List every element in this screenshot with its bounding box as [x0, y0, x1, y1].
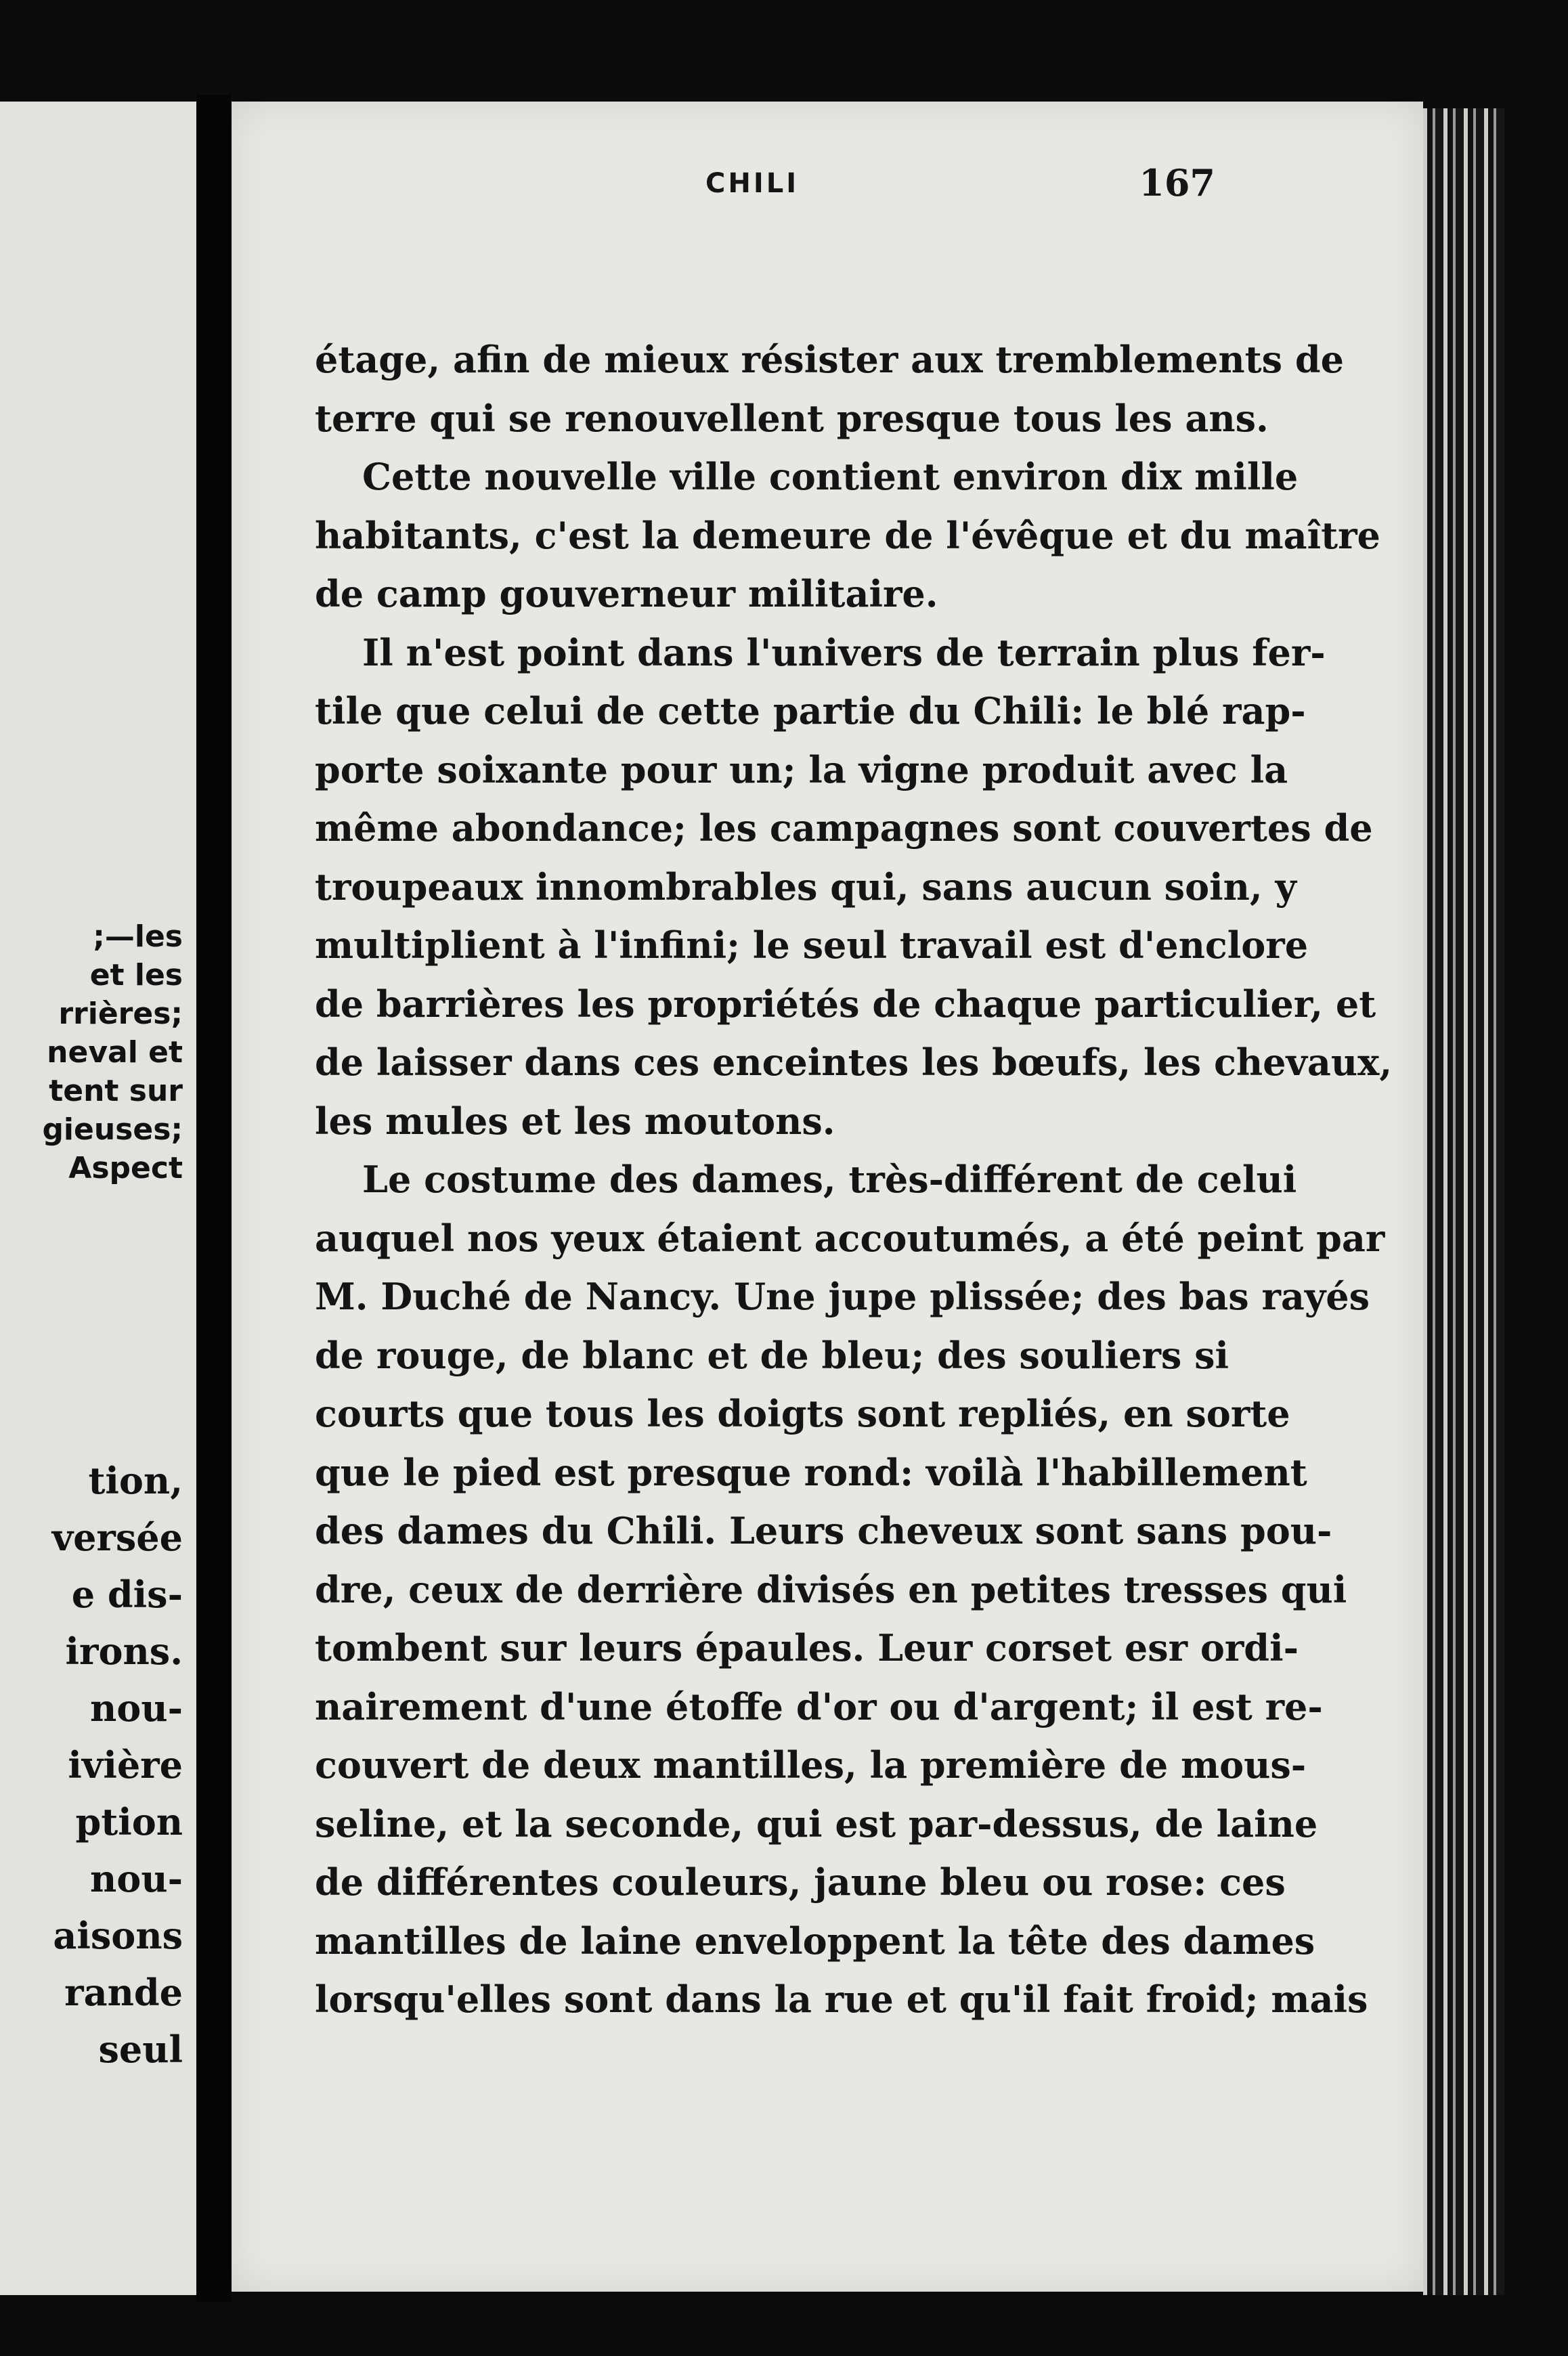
- margin-note-line: neval et: [47, 1035, 183, 1070]
- fragment-line: ivière: [68, 1743, 183, 1787]
- text-line: de camp gouverneur militaire.: [315, 572, 938, 615]
- page-number: 167: [1139, 161, 1215, 204]
- text-line: M. Duché de Nancy. Une jupe plissée; des bas rayés: [315, 1275, 1370, 1318]
- page-edges: [1423, 108, 1504, 2295]
- running-head: [318, 161, 1215, 209]
- text-line: tombent sur leurs épaules. Leur corset esr ordi-: [315, 1626, 1299, 1670]
- text-line: habitants, c'est la demeure de l'évêque et du maître: [315, 513, 1380, 557]
- body-text: [315, 330, 1393, 2029]
- fragment-line: irons.: [65, 1630, 183, 1673]
- text-line: des dames du Chili. Leurs cheveux sont sans pou-: [315, 1509, 1332, 1552]
- running-title: CHILI: [705, 168, 800, 199]
- book-gutter: [196, 95, 232, 2302]
- margin-note-line: Aspect: [68, 1151, 183, 1185]
- text-line: seline, et la seconde, qui est par-dessus, de laine: [315, 1802, 1318, 1846]
- previous-page-fragment: [0, 102, 196, 2295]
- text-line: nairement d'une étoffe d'or ou d'argent; il est re-: [315, 1684, 1323, 1728]
- text-line: auquel nos yeux étaient accoutumés, a été peint par: [315, 1216, 1385, 1260]
- margin-note-line: et les: [89, 958, 183, 992]
- fragment-line: versée: [51, 1516, 183, 1559]
- text-line: de laisser dans ces enceintes les bœufs, les chevaux,: [315, 1041, 1393, 1084]
- previous-page-margin-notes: [0, 917, 196, 1187]
- text-line: même abondance; les campagnes sont couvertes de: [315, 806, 1373, 850]
- fragment-line: aisons: [53, 1914, 183, 1957]
- text-line: terre qui se renouvellent presque tous les ans.: [315, 396, 1269, 440]
- fragment-line: ption: [75, 1800, 183, 1844]
- text-line: lorsqu'elles sont dans la rue et qu'il fait froid; mais: [315, 1978, 1368, 2021]
- text-line: Cette nouvelle ville contient environ dix mille: [362, 455, 1299, 498]
- text-line: de rouge, de blanc et de bleu; des souliers si: [315, 1333, 1229, 1377]
- text-line: de différentes couleurs, jaune bleu ou rose: ces: [315, 1860, 1286, 1904]
- fragment-line: nou-: [90, 1686, 183, 1730]
- previous-page-body-fragments: [0, 1452, 196, 2078]
- text-line: troupeaux innombrables qui, sans aucun soin, y: [315, 865, 1297, 909]
- text-line: étage, afin de mieux résister aux tremblements de: [315, 338, 1344, 381]
- text-line: les mules et les moutons.: [315, 1099, 835, 1143]
- fragment-line: nou-: [90, 1857, 183, 1900]
- fragment-line: tion,: [88, 1459, 183, 1502]
- margin-note-line: ;—les: [93, 919, 183, 954]
- text-line: Il n'est point dans l'univers de terrain plus fer-: [362, 630, 1326, 674]
- bleed-through-text: [0, 325, 196, 1002]
- fragment-line: seul: [98, 2028, 183, 2071]
- text-line: mantilles de laine enveloppent la tête des dames: [315, 1919, 1315, 1963]
- margin-note-line: tent sur: [49, 1074, 183, 1108]
- text-line: de barrières les propriétés de chaque particulier, et: [315, 982, 1376, 1026]
- text-line: multiplient à l'infini; le seul travail est d'enclore: [315, 923, 1309, 967]
- text-line: Le costume des dames, très-différent de celui: [362, 1158, 1297, 1201]
- fragment-line: rande: [64, 1971, 183, 2014]
- text-line: tile que celui de cette partie du Chili: le blé rap-: [315, 689, 1306, 733]
- margin-note-line: gieuses;: [42, 1112, 183, 1147]
- text-line: couvert de deux mantilles, la première de mous-: [315, 1743, 1307, 1787]
- margin-note-line: rrières;: [58, 997, 183, 1031]
- text-line: courts que tous les doigts sont repliés, en sorte: [315, 1392, 1290, 1435]
- text-line: que le pied est presque rond: voilà l'habillement: [315, 1450, 1307, 1494]
- fragment-line: e dis-: [71, 1573, 183, 1616]
- text-line: dre, ceux de derrière divisés en petites tresses qui: [315, 1567, 1347, 1611]
- text-line: porte soixante pour un; la vigne produit avec la: [315, 747, 1288, 791]
